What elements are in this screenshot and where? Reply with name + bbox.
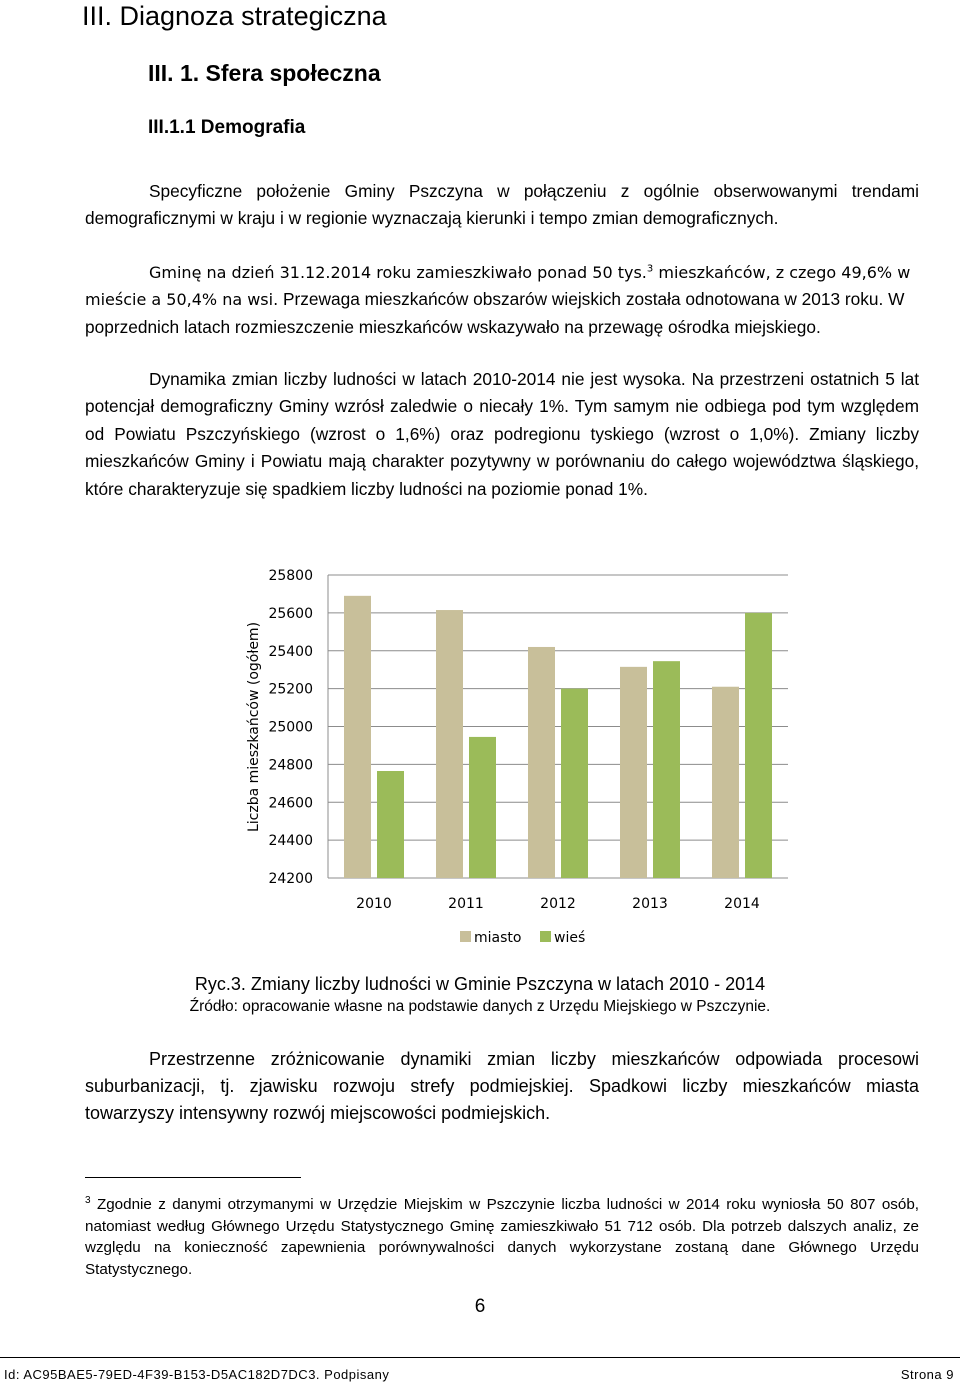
population-rural-text: Przewaga mieszkańców obszarów wiejskich została odnotowana w 2013 roku. W poprzednich latach rozmieszczenie mieszkańców wskazywało na przewagę ośrodka miejskiego. (85, 289, 905, 337)
population-share-text: mieszkańców, z czego 49,6% w mieście a 50,4% na wsi. (85, 263, 911, 310)
y-tick-label: 25200 (268, 681, 313, 698)
paragraph-intro: Specyficzne położenie Gminy Pszczyna w połączeniu z ogólnie obserwowanymi trendami demograficznymi w kraju i w regionie wyznaczają kierunki i tempo zmian demograficznych. (85, 181, 919, 229)
bar-miasto-2010 (344, 596, 371, 878)
y-tick-label: 25000 (268, 719, 313, 736)
heading-demografia: III.1.1 Demografia (148, 117, 306, 138)
y-axis-title: Liczba mieszkańców (ogółem) (246, 621, 262, 833)
legend-label-miasto: miasto (474, 930, 522, 946)
y-tick-label: 24600 (268, 795, 313, 812)
x-tick-label: 2010 (356, 896, 392, 912)
heading-sfera-spoleczna: III. 1. Sfera społeczna (148, 60, 381, 86)
footnote-separator (85, 1177, 301, 1178)
paragraph-population (85, 259, 919, 341)
y-tick-label: 24200 (268, 871, 313, 887)
footnote-ref: 3 (646, 263, 654, 275)
population-text: Gminę na dzień 31.12.2014 roku zamieszkiwało ponad 50 tys. (149, 263, 647, 282)
population-bar-chart (0, 555, 960, 955)
bar-wieś-2010 (377, 771, 404, 878)
heading-diagnoza: III. Diagnoza strategiczna (82, 1, 387, 31)
x-tick-label: 2012 (540, 896, 576, 912)
footer-rule (0, 1357, 960, 1358)
paragraph-suburbanization: Przestrzenne zróżnicowanie dynamiki zmian liczby mieszkańców odpowiada procesowi suburbanizacji, tj. zjawisku rozwoju strefy podmiejskiej. Spadkowi liczby mieszkańców miasta towarzyszy intensywny rozwój miejscowości podmiejskich. (85, 1049, 919, 1123)
x-tick-label: 2014 (724, 896, 760, 912)
bar-wieś-2014 (745, 613, 772, 878)
bar-miasto-2011 (436, 610, 463, 878)
y-tick-label: 24800 (268, 757, 313, 774)
chart-layer (246, 568, 788, 946)
figure-caption: Ryc.3. Zmiany liczby ludności w Gminie Pszczyna w latach 2010 - 2014 (194, 974, 766, 994)
bar-miasto-2014 (712, 687, 739, 878)
paragraph-dynamics: Dynamika zmian liczby ludności w latach 2010-2014 nie jest wysoka. Na przestrzeni ostatnich 5 lat potencjał demograficzny Gminy wzrósł zaledwie o niecały 1%. Tym samym nie odbiega pod tym względem od Powiatu Pszczyńskiego (wzrost o 1,6%) oraz podregionu tyskiego (wzrost o 1,0%). Zmiany liczby mieszkańców Gminy i Powiatu mają charakter pozytywny w porównaniu do całego województwa śląskiego, które charakteryzuje się spadkiem liczby ludności na poziomie ponad 1%. (85, 369, 919, 499)
y-tick-label: 25400 (268, 643, 313, 660)
y-tick-label: 25600 (268, 605, 313, 622)
bar-wieś-2012 (561, 689, 588, 878)
x-tick-label: 2013 (632, 896, 668, 912)
footnote-text: Zgodnie z danymi otrzymanymi w Urzędzie Miejskim w Pszczynie liczba ludności w 2014 roku wyniosła 50 807 osób, natomiast według Głównego Urzędu Statystycznego Gminę zamieszkiwało 51 712 osób. Dla potrzeb dalszych analiz, ze względu na konieczność zapewnienia porównywalności danych wykorzystane zostaną dane Głównego Urzędu Statystycznego. (85, 1196, 919, 1278)
x-tick-label: 2011 (448, 896, 484, 912)
footer-document-id: Id: AC95BAE5-79ED-4F39-B153-D5AC182D7DC3. Podpisany (4, 1367, 390, 1382)
bar-miasto-2013 (620, 667, 647, 878)
y-tick-label: 25800 (268, 568, 313, 584)
bar-miasto-2012 (528, 647, 555, 878)
legend-swatch-miasto (460, 931, 471, 942)
footnote (85, 1194, 919, 1280)
figure-source: Źródło: opracowanie własne na podstawie danych z Urzędu Miejskiego w Pszczynie. (189, 998, 771, 1015)
page-number: 6 (474, 1296, 486, 1317)
bar-wieś-2011 (469, 737, 496, 878)
legend-label-wieś: wieś (554, 930, 586, 946)
bar-wieś-2013 (653, 661, 680, 878)
y-tick-label: 24400 (268, 833, 313, 850)
footnote-mark: 3 (85, 1194, 91, 1206)
footer-page-label: Strona 9 (900, 1367, 954, 1382)
legend-swatch-wieś (540, 931, 551, 942)
